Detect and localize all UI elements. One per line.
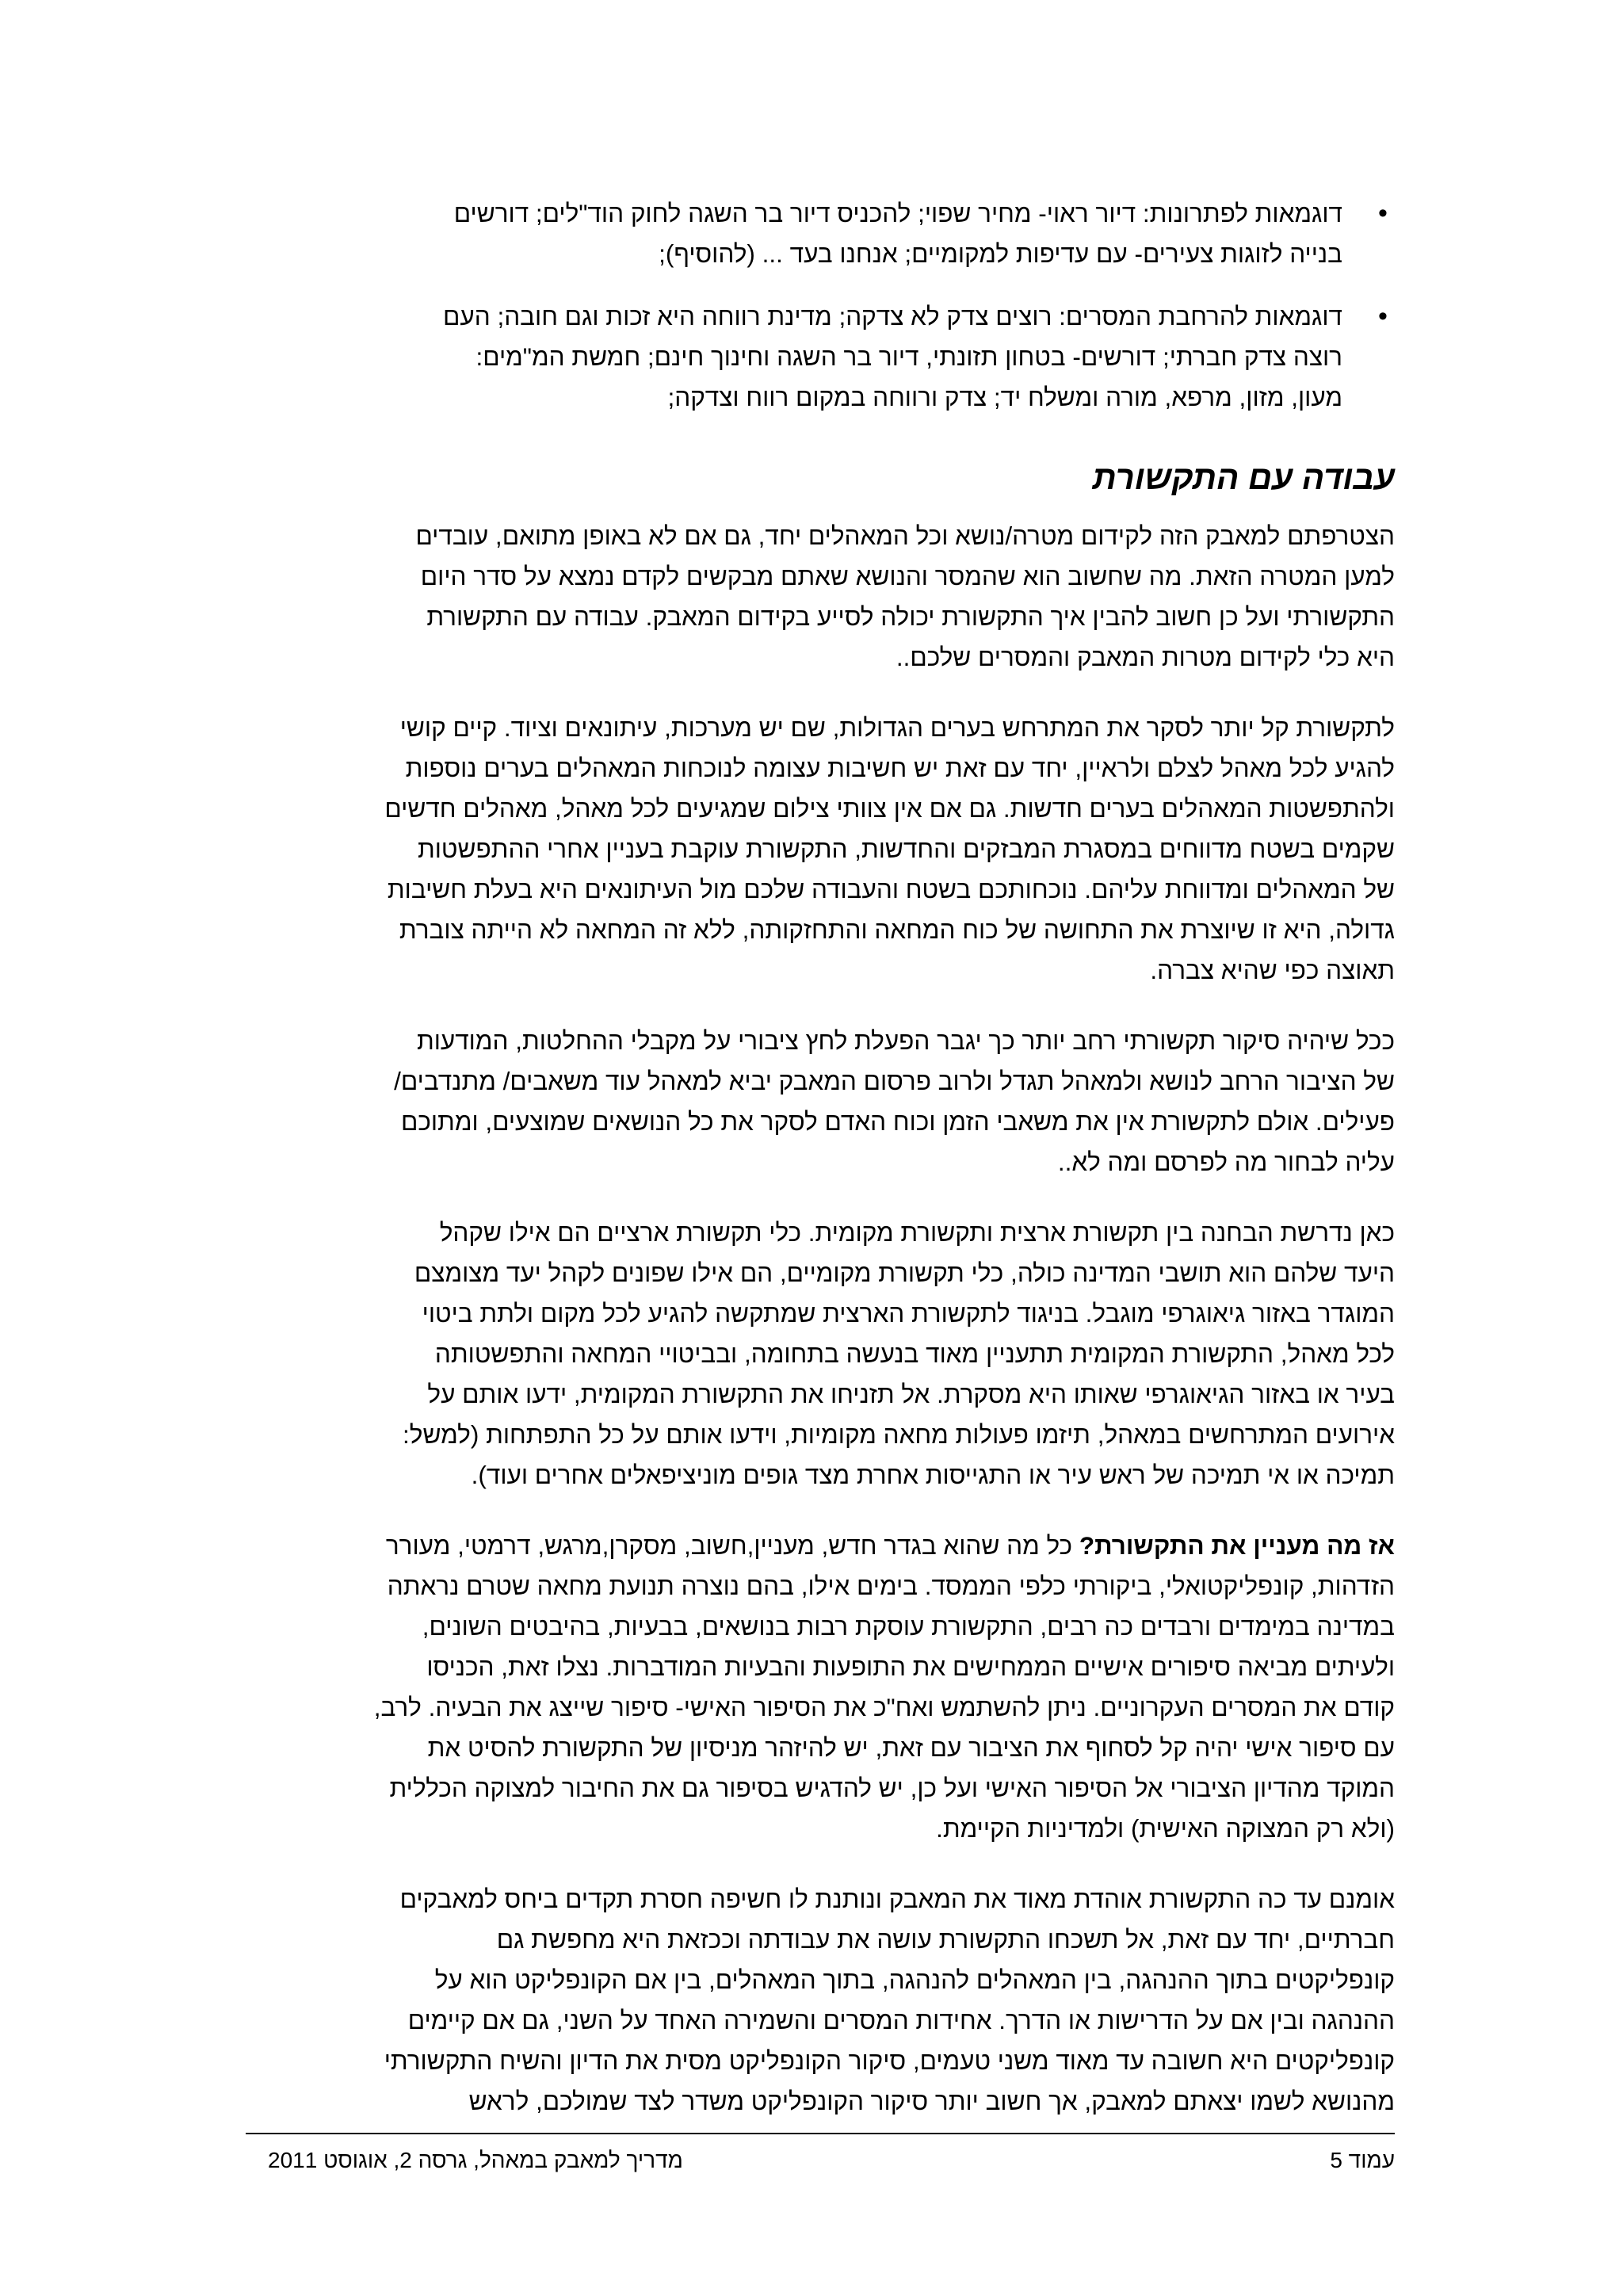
text-line: הזדהות, קונפליקטואלי, ביקורתי כלפי הממסד. בימים אילו, בהם נוצרה תנועת מחאה שטרם נראתה xyxy=(387,1572,1395,1600)
text-line: רוצה צדק חברתי; דורשים- בטחון תזונתי, דיור בר השגה וחינוך חינם; חמשת המ"מים: xyxy=(475,342,1342,371)
text-line: תאוצה כפי שהיא צברה. xyxy=(1150,956,1395,984)
paragraph-conflicts xyxy=(238,1879,1395,2122)
text-line: במדינה במימדים ורבדים כה רבים, התקשורת עוסקת רבות בנושאים, בבעיות, בהיבטים השונים, xyxy=(422,1612,1395,1641)
text-line: לכל מאהל, התקשורת המקומית תתעניין מאוד בנעשה בתחומה, ובביטויי המחאה והתפשטותה xyxy=(434,1339,1395,1368)
text-line: להגיע לכל מאהל לצלם ולראיין, יחד עם זאת יש חשיבות עצומה לנוכחות המאהלים בערים נוספות xyxy=(405,754,1395,782)
text-line: קודם את המסרים העקרוניים. ניתן להשתמש ואח"כ את הסיפור האישי- סיפור שייצג את הבעיה. לרב, xyxy=(373,1693,1395,1721)
text-line: קונפליקטים היא חשובה עד מאוד משני טעמים, סיקור הקונפליקט מסית את הדיון והשיח התקשורתי xyxy=(384,2046,1395,2075)
text-line: הצטרפתם למאבק הזה לקידום מטרה/נושא וכל המאהלים יחד, גם אם לא באופן מתואם, עובדים xyxy=(415,521,1395,550)
text-line: עליה לבחור מה לפרסם ומה לא.. xyxy=(1057,1148,1395,1176)
text-line: (ולא רק המצוקה האישית) ולמדיניות הקיימת. xyxy=(936,1814,1395,1843)
text-line: קונפליקטים בתוך ההנהגה, בין המאהלים להנהגה, בתוך המאהלים, בין אם הקונפליקט הוא על xyxy=(434,1966,1395,1994)
text-line: לתקשורת קל יותר לסקר את המתרחש בערים הגדולות, שם יש מערכות, עיתונאים וציוד. קיים קושי xyxy=(399,713,1395,742)
text-line: של המאהלים ומדווחת עליהם. נוכחותכם בשטח והעבודה שלכם מול העיתונאים היא בעלת חשיבות xyxy=(387,875,1395,904)
document-title: מדריך למאבק במאהל, גרסה 2, אוגוסט 2011 xyxy=(268,2148,683,2172)
text-line: ההנהגה ובין אם על הדרישות או הדרך. אחידות המסרים והשמירה האחד על השני, גם אם קיימים xyxy=(407,2006,1395,2034)
section-heading: עבודה עם התקשורת xyxy=(1092,459,1395,496)
bullet-item-messages xyxy=(238,296,1395,418)
text-line: עם סיפור אישי יהיה קל לסחוף את הציבור עם זאת, יש להיזהר מניסיון של התקשורת להסיט את xyxy=(427,1733,1395,1762)
text-line: ולהתפשטות המאהלים בערים חדשות. גם אם אין צוותי צילום שמגיעים לכל מאהל, מאהלים חדשים xyxy=(384,794,1395,823)
bullet-item-solutions xyxy=(238,193,1395,274)
text-line xyxy=(238,1526,1395,1566)
text-line: בנייה לזוגות צעירים- עם עדיפות למקומיים; אנחנו בעד ... (להוסיף); xyxy=(659,239,1342,268)
text-line: בעיר או באזור הגיאוגרפי שאותו היא מסקרת. אל תזניחו את התקשורת המקומית, ידעו אותם על xyxy=(427,1380,1395,1408)
text-line: המוקד מהדיון הציבורי אל הסיפור האישי ועל כן, יש להדגיש בסיפור גם את החיבור למצוקה הכללית xyxy=(389,1774,1395,1802)
paragraph-intro xyxy=(238,516,1395,678)
lead-question: אז מה מעניין את התקשורת? xyxy=(1079,1531,1395,1560)
text-line: אומנם עד כה התקשורת אוהדת מאוד את המאבק ונותנת לו חשיפה חסרת תקדים ביחס למאבקים xyxy=(399,1885,1395,1913)
text-line: היא כלי לקידום מטרות המאבק והמסרים שלכם.. xyxy=(896,643,1395,671)
paragraph-local-media xyxy=(238,1213,1395,1496)
paragraph-coverage xyxy=(238,708,1395,991)
text-line: ולעיתים מביאה סיפורים אישיים הממחישים את התופעות והבעיות המודברות. נצלו זאת, הכניסו xyxy=(426,1652,1395,1681)
text-line: מהנושא לשמו יצאתם למאבק, אך חשוב יותר סיקור הקונפליקט משדר לצד שמולכם, לראש xyxy=(468,2087,1395,2115)
bullet-icon: • xyxy=(1378,198,1388,228)
text-line: כאן נדרשת הבחנה בין תקשורת ארצית ותקשורת מקומית. כלי תקשורת ארציים הם אילו שקהל xyxy=(439,1218,1395,1247)
footer-divider xyxy=(246,2133,1395,2134)
text-line: התקשורתי ועל כן חשוב להבין איך התקשורת יכולה לסייע בקידום המאבק. עבודה עם התקשורת xyxy=(426,602,1395,631)
paragraph-what-interests-media xyxy=(238,1526,1395,1849)
text-line: למען המטרה הזאת. מה שחשוב הוא שהמסר והנושא שאתם מבקשים לקדם נמצא על סדר היום xyxy=(420,562,1395,590)
page-content xyxy=(238,193,1395,2152)
text-line: דוגמאות להרחבת המסרים: רוצים צדק לא צדקה; מדינת רווחה היא זכות וגם חובה; העם xyxy=(443,302,1342,330)
text-line: תמיכה או אי תמיכה של ראש עיר או התגייסות אחרת מצד גופים מוניציפאלים אחרים ועוד). xyxy=(471,1461,1395,1489)
bullet-list xyxy=(238,193,1395,418)
paragraph-public-pressure xyxy=(238,1021,1395,1182)
text-line: היעד שלהם הוא תושבי המדינה כולה, כלי תקשורת מקומיים, הם אילו שפונים לקהל יעד מצומצם xyxy=(414,1259,1395,1287)
text-line: ככל שיהיה סיקור תקשורתי רחב יותר כך יגבר הפעלת לחץ ציבורי על מקבלי ההחלטות, המודעות xyxy=(416,1026,1395,1055)
text-line: פעילים. אולם לתקשורת אין את משאבי הזמן וכוח האדם לסקר את כל הנושאים שמוצעים, ומתוכם xyxy=(400,1107,1395,1136)
text-line: שקמים בשטח מדווחים במסגרת המבזקים והחדשות, התקשורת עוקבת בעניין אחרי ההתפשטות xyxy=(417,835,1395,863)
text-line: מעון, מזון, מרפא, מורה ומשלח יד; צדק ורווחה במקום רווח וצדקה; xyxy=(667,383,1342,411)
text-line: גדולה, היא זו שיוצרת את התחושה של כוח המחאה והתחזקותה, ללא זה המחאה לא הייתה צוברת xyxy=(399,915,1395,944)
text-line: המוגדר באזור גיאוגרפי מוגבל. בניגוד לתקשורת הארצית שמתקשה להגיע לכל מקום ולתת ביטוי xyxy=(422,1299,1395,1328)
lead-rest: כל מה שהוא בגדר חדש, מעניין,חשוב, מסקרן,מרגש, דרמטי, מעורר xyxy=(385,1531,1079,1560)
bullet-icon: • xyxy=(1378,301,1388,331)
text-line: של הציבור הרחב לנושא ולמאהל תגדל ולרוב פרסום המאבק יביא למאהל עוד משאבים/ מתנדבים/ xyxy=(394,1067,1395,1095)
text-line: אירועים המתרחשים במאהל, תיזמו פעולות מחאה מקומיות, וידעו אותם על כל התפתחות (למשל: xyxy=(403,1420,1395,1449)
text-line: דוגמאות לפתרונות: דיור ראוי- מחיר שפוי; להכניס דיור בר השגה לחוק הוד"לים; דורשים xyxy=(453,199,1342,227)
text-line: חברתיים, יחד עם זאת, אל תשכחו התקשורת עושה את עבודתה וככזאת היא מחפשת גם xyxy=(496,1925,1395,1954)
page-footer xyxy=(246,2146,1395,2178)
page-number: עמוד 5 xyxy=(1330,2148,1395,2172)
